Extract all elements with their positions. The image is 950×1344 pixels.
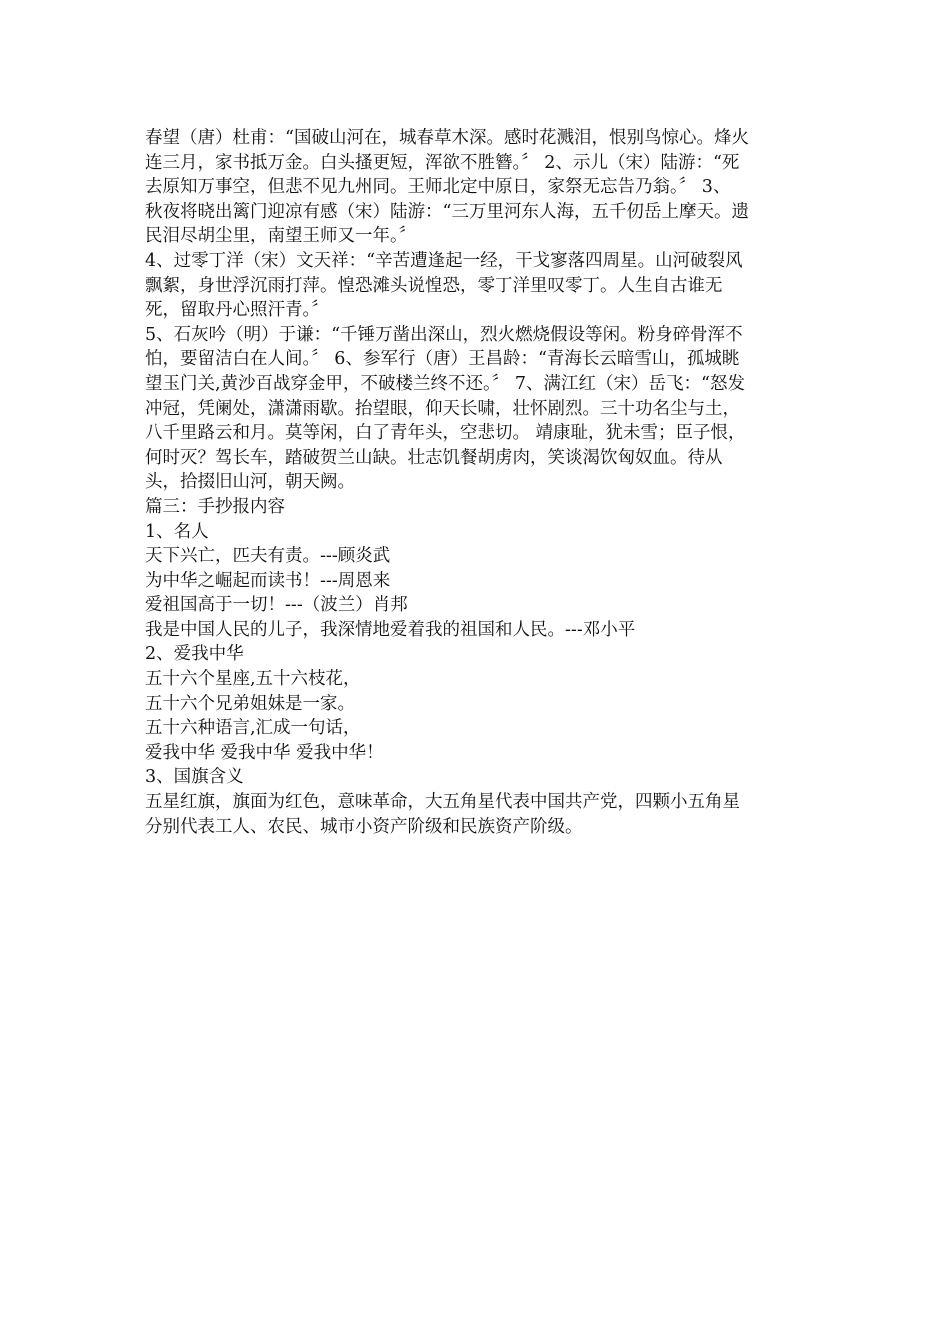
subheading: 1、名人: [145, 521, 209, 542]
text-line: 去原知万事空，但悲不见九州同。王师北定中原日，家祭无忘告乃翁。〞 3、: [145, 177, 731, 198]
section-heading: 篇三：手抄报内容: [145, 496, 285, 517]
text-line: 分别代表工人、农民、城市小资产阶级和民族资产阶级。: [145, 816, 583, 837]
text-line: 何时灭？驾长车，踏破贺兰山缺。壮志饥餐胡虏肉，笑谈渴饮匈奴血。待从: [145, 447, 723, 468]
text-line: 4、过零丁洋（宋）文天祥：“辛苦遭逢起一经，干戈寥落四周星。山河破裂风: [145, 250, 743, 271]
quote-line: 我是中国人民的儿子，我深情地爱着我的祖国和人民。---邓小平: [145, 619, 636, 640]
text-line: 5、石灰吟（明）于谦：“千锤万凿出深山，烈火燃烧假设等闲。粉身碎骨浑不: [145, 324, 743, 345]
text-line: 飘絮，身世浮沉雨打萍。惶恐滩头说惶恐，零丁洋里叹零丁。人生自古谁无: [145, 275, 723, 296]
text-line: 怕，要留洁白在人间。〞 6、参军行（唐）王昌龄：“青海长云暗雪山，孤城眺: [145, 349, 740, 370]
text-line: 五星红旗，旗面为红色，意味革命，大五角星代表中国共产党，四颗小五角星: [145, 792, 740, 813]
text-line: 冲冠，凭阑处，潇潇雨歇。抬望眼，仰天长啸，壮怀剧烈。三十功名尘与土，: [145, 398, 740, 419]
verse-line: 五十六个兄弟姐妹是一家。: [145, 693, 355, 714]
text-line: 春望（唐）杜甫：“国破山河在，城春草木深。感时花溅泪，恨别鸟惊心。烽火: [145, 128, 749, 148]
text-line: 望玉门关,黄沙百战穿金甲，不破楼兰终不还。〞 7、满江红（宋）岳飞：“怒发: [145, 373, 745, 394]
document-body: [145, 126, 815, 839]
quote-line: 为中华之崛起而读书！---周恩来: [145, 570, 391, 591]
quote-line: 天下兴亡，匹夫有责。---顾炎武: [145, 546, 391, 567]
subheading: 3、国旗含义: [145, 767, 244, 788]
text-line: 头，拾掇旧山河，朝天阙。: [145, 472, 355, 493]
text-line: 民泪尽胡尘里，南望王师又一年。〞: [145, 226, 417, 247]
quote-line: 爱祖国高于一切！---（波兰）肖邦: [145, 595, 408, 616]
verse-line: 爱我中华 爱我中华 爱我中华！: [145, 742, 384, 763]
verse-line: 五十六个星座,五十六枝花，: [145, 669, 361, 690]
verse-line: 五十六种语言,汇成一句话，: [145, 718, 361, 739]
text-line: 死，留取丹心照汗青。〞: [145, 300, 329, 321]
text-line: 秋夜将晓出篱门迎凉有感（宋）陆游：“三万里河东人海，五千仞岳上摩天。遗: [145, 201, 749, 222]
text-line: 八千里路云和月。莫等闲，白了青年头，空悲切。 靖康耻，犹未雪；臣子恨，: [145, 423, 746, 444]
subheading: 2、爱我中华: [145, 644, 244, 665]
text-line: 连三月，家书抵万金。白头搔更短，浑欲不胜簪。〞 2、示儿（宋）陆游：“死: [145, 152, 740, 173]
